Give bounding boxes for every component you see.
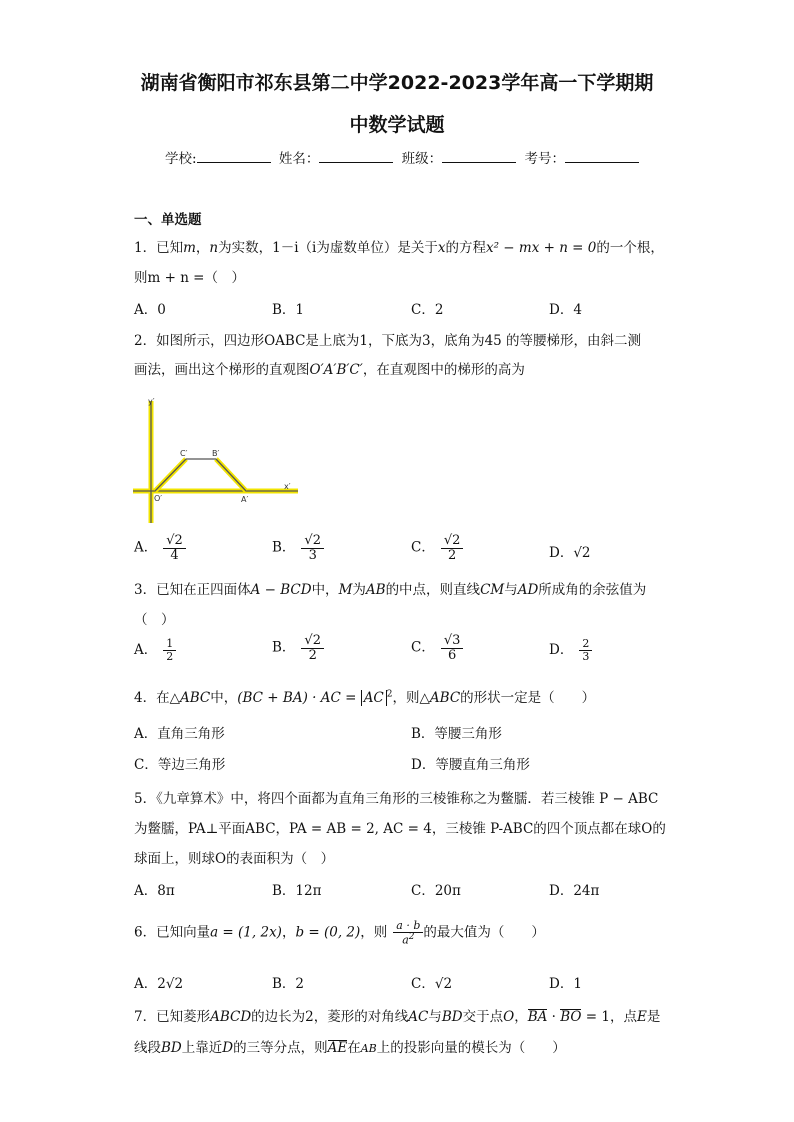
page-title-line2: 中数学试题 xyxy=(349,114,445,136)
q7-line1 xyxy=(134,1005,660,1025)
q7-text: 与 xyxy=(428,1009,442,1025)
q1-var-m: m xyxy=(183,240,196,256)
q7-point-e: E xyxy=(636,1009,647,1025)
q6-text: ， xyxy=(281,924,296,941)
q1-line2: 则m + n =（ ） xyxy=(134,270,245,286)
class-blank xyxy=(442,150,516,163)
q2-option-b xyxy=(272,534,324,562)
q2-text: 画法，画出这个梯形的直观图 xyxy=(134,362,310,378)
q2-trapezoid-name: O′A′B′C′ xyxy=(309,362,363,378)
q4-square: 2 xyxy=(386,689,393,700)
q2-option-d xyxy=(549,541,591,561)
option-letter: C． xyxy=(411,976,435,992)
q7-seg-ac: AC xyxy=(408,1009,429,1025)
q4-line1 xyxy=(134,686,595,706)
option-value: √2 xyxy=(434,976,453,992)
q1-option-b: B．1 xyxy=(272,302,305,318)
q7-text: 上的投影向量的模长为（ ） xyxy=(376,1040,566,1056)
q7-text: · xyxy=(547,1009,561,1025)
q1-text: 的方程 xyxy=(445,240,486,256)
q7-text: 交于点 xyxy=(462,1009,504,1025)
q1-var-n: n xyxy=(209,240,219,256)
q7-point-o: O xyxy=(503,1009,515,1025)
frac-den: 2 xyxy=(447,547,457,563)
name-label: 姓名： xyxy=(278,151,320,167)
q6-vector-a: a = (1, 2x) xyxy=(210,924,282,941)
q3-text: 与 xyxy=(504,582,518,598)
q3-text: 的中点，则直线 xyxy=(385,582,481,598)
q5-line1: 5．《九章算术》中，将四个面都为直角三角形的三棱锥称之为鳖臑．若三棱锥 P − ABC xyxy=(134,791,659,807)
frac-num: a · b xyxy=(393,920,423,933)
q6-line1 xyxy=(134,920,545,946)
number-label: 考号： xyxy=(524,151,565,167)
option-value: √2 xyxy=(573,545,591,561)
q2-text: ，在直观图中的梯形的高为 xyxy=(362,362,525,378)
q1-text: 1．已知 xyxy=(134,240,184,256)
class-label: 班级： xyxy=(401,151,443,167)
q3-text: 中， xyxy=(311,582,339,598)
q4-option-a: A．直角三角形 xyxy=(134,726,225,742)
q4-triangle: ABC xyxy=(179,690,211,706)
q7-seg-bd: BD xyxy=(161,1040,182,1056)
label-b: B′ xyxy=(212,449,220,458)
q6-vector-b: b = (0, 2) xyxy=(295,924,361,941)
q4-option-d: D．等腰直角三角形 xyxy=(411,757,530,773)
q7-text: 线段 xyxy=(134,1040,161,1056)
q7-text: 上靠近 xyxy=(181,1040,223,1056)
q3-line1 xyxy=(134,578,646,598)
q1-line1 xyxy=(134,236,664,256)
q5-option-a: A．8π xyxy=(134,883,175,899)
q7-text: 的三等分点，则 xyxy=(233,1040,328,1056)
school-blank xyxy=(197,150,271,163)
option-letter: D． xyxy=(549,642,574,658)
label-o: O′ xyxy=(154,494,163,503)
q1-equation: x² − mx + n = 0 xyxy=(485,240,597,256)
q5-option-b: B．12π xyxy=(272,883,322,899)
option-letter: B． xyxy=(272,539,296,556)
q3-text: 3．已知在正四面体 xyxy=(134,582,251,598)
edge-ba xyxy=(216,459,246,491)
option-value: 2√2 xyxy=(157,976,184,992)
q5-option-d: D．24π xyxy=(549,883,600,899)
q7-vector-bo: BO xyxy=(560,1009,582,1025)
q5-option-c: C．20π xyxy=(411,883,461,899)
label-y-axis: y′ xyxy=(148,397,155,406)
q6-text: ，则 xyxy=(360,924,388,941)
q4-option-c: C．等边三角形 xyxy=(134,757,226,773)
q4-triangle: ABC xyxy=(429,690,461,706)
student-info-row xyxy=(165,147,643,167)
q4-text: 4．在△ xyxy=(134,690,180,706)
frac-den: 3 xyxy=(582,650,590,663)
frac-num: √2 xyxy=(441,534,464,549)
option-letter: B． xyxy=(272,639,296,656)
section-heading: 一、单选题 xyxy=(134,212,202,228)
q7-text: ，点 xyxy=(609,1009,637,1025)
option-letter: D． xyxy=(549,545,574,561)
q3-option-b xyxy=(272,634,324,662)
label-c: C′ xyxy=(180,449,188,458)
frac-den: 6 xyxy=(447,647,457,663)
q4-expression: (BC + BA) · AC = xyxy=(237,690,361,706)
number-blank xyxy=(565,150,639,163)
frac-den: 3 xyxy=(308,547,317,563)
q3-text: 所成角的余弦值为 xyxy=(538,582,647,598)
frac-num: √2 xyxy=(301,534,324,549)
option-letter: D． xyxy=(549,976,574,992)
q3-option-d xyxy=(549,638,592,663)
q1-option-c: C．2 xyxy=(411,302,444,318)
q7-text: 是 xyxy=(646,1009,661,1025)
frac-num: 2 xyxy=(579,638,592,651)
frac-num: √3 xyxy=(441,634,464,649)
q1-option-a: A．0 xyxy=(134,302,166,318)
q4-text: ，则△ xyxy=(392,690,430,706)
q2-trapezoid-figure xyxy=(128,393,308,528)
q7-point-d: D xyxy=(222,1040,234,1056)
school-label: 学校: xyxy=(165,151,197,167)
q7-text: 的边长为2，菱形的对角线 xyxy=(251,1009,409,1025)
q3-text: 为 xyxy=(352,582,366,598)
q7-text: = 1 xyxy=(581,1009,610,1025)
frac-den: a xyxy=(402,933,409,947)
edge-oc xyxy=(155,459,186,491)
q4-option-b: B．等腰三角形 xyxy=(411,726,502,742)
frac-den: 2 xyxy=(166,650,174,663)
q3-option-a xyxy=(134,638,176,663)
q7-text: ， xyxy=(514,1009,528,1025)
label-x-axis: x′ xyxy=(284,482,291,491)
q3-seg-ad: AD xyxy=(517,582,539,598)
frac-num: √2 xyxy=(163,534,186,549)
q1-var-x: x xyxy=(437,240,446,256)
q2-option-c xyxy=(411,534,463,562)
q4-text: 中， xyxy=(210,690,238,706)
frac-den-sup: 2 xyxy=(408,931,415,942)
frac-num: √2 xyxy=(301,634,324,649)
option-value: 1 xyxy=(573,976,582,992)
q6-option-d xyxy=(549,972,582,992)
q3-tetrahedron: A − BCD xyxy=(250,582,312,598)
frac-num: 1 xyxy=(163,638,176,651)
q6-option-b xyxy=(272,972,304,992)
q5-line3: 球面上，则球O的表面积为（ ） xyxy=(134,851,335,867)
q1-text: ， xyxy=(195,240,210,256)
q3-point-m: M xyxy=(338,582,353,598)
name-blank xyxy=(319,150,393,163)
q7-line2 xyxy=(134,1036,566,1056)
q4-abs-ac: AC xyxy=(361,690,387,706)
option-value: 2 xyxy=(295,976,305,992)
q7-seg-bd: BD xyxy=(441,1009,463,1025)
q7-vector-ae: AE xyxy=(327,1040,348,1056)
option-letter: C． xyxy=(411,639,435,656)
q5-line2: 为鳖臑，PA⊥平面ABC，PA = AB = 2, AC = 4，三棱锥 P-ABC的四个顶点都在球O的 xyxy=(134,821,666,837)
q6-text: 6．已知向量 xyxy=(134,924,211,941)
q1-text: 为实数，1－i（i为虚数单位）是关于 xyxy=(218,240,438,256)
frac-den: 2 xyxy=(308,647,317,663)
q4-text: 的形状一定是（ ） xyxy=(460,690,596,706)
option-letter: A． xyxy=(134,642,158,658)
q2-option-a xyxy=(134,534,186,562)
q1-text: 的一个根， xyxy=(596,240,664,256)
q3-option-c xyxy=(411,634,463,662)
q7-text: 在 xyxy=(347,1040,361,1056)
option-letter: A． xyxy=(134,539,158,556)
q7-rhombus: ABCD xyxy=(210,1009,252,1025)
frac-den: 4 xyxy=(170,547,179,563)
q6-option-c xyxy=(411,972,452,992)
q7-text: 7．已知菱形 xyxy=(134,1009,211,1025)
option-letter: A． xyxy=(134,976,158,992)
q3-seg-ab: AB xyxy=(365,582,386,598)
q7-vector-ba: BA xyxy=(527,1009,548,1025)
q6-text: 的最大值为（ ） xyxy=(423,924,545,941)
option-letter: C． xyxy=(411,539,435,556)
q2-line2 xyxy=(134,358,525,378)
q3-seg-cm: CM xyxy=(480,582,505,598)
q3-line2: （ ） xyxy=(134,612,175,628)
q1-option-d: D．4 xyxy=(549,302,582,318)
q2-line1: 2．如图所示，四边形OABC是上底为1，下底为3，底角为45 的等腰梯形，由斜二测 xyxy=(134,333,642,349)
page-title-line1: 湖南省衡阳市祁东县第二中学2022-2023学年高一下学期期 xyxy=(140,72,654,94)
option-letter: B． xyxy=(272,976,296,992)
q6-option-a xyxy=(134,972,183,992)
label-a: A′ xyxy=(241,495,249,504)
q7-seg-ab: AB xyxy=(360,1042,377,1055)
